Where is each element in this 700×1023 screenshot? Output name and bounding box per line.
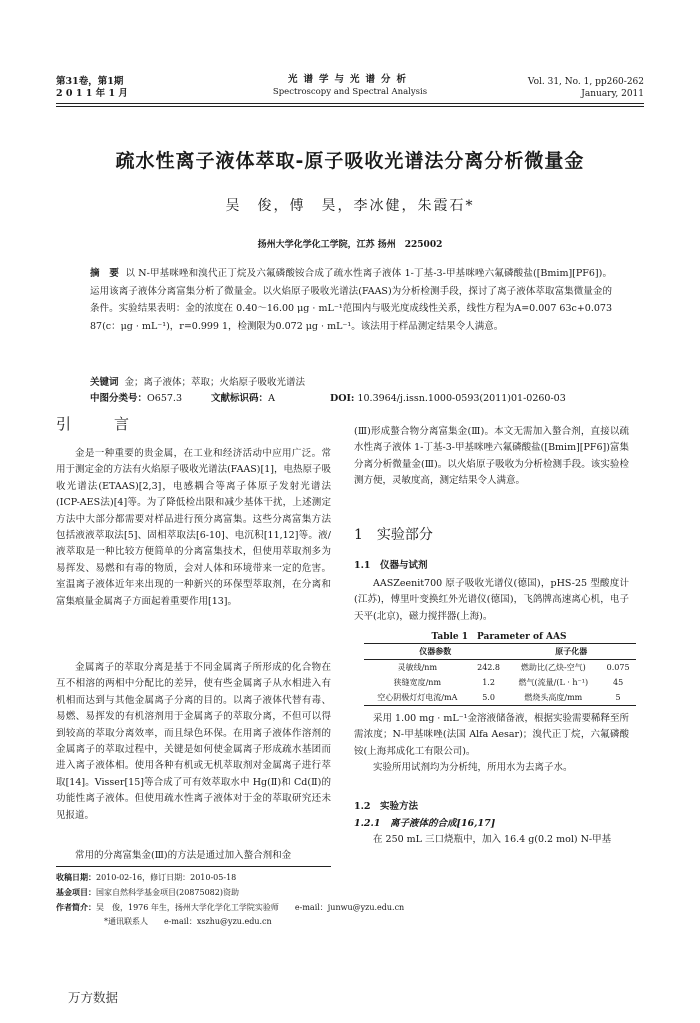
intro-p3: 常用的分离富集金(Ⅲ)的方法是通过加入螯合剂和金 <box>75 850 292 861</box>
table-cell: 灵敏线/nm <box>397 663 438 672</box>
table-cell: 0.075 <box>606 663 630 672</box>
footnote-rule <box>56 866 331 867</box>
table-cell: 242.8 <box>477 663 501 672</box>
table-cell: 5.0 <box>482 693 495 702</box>
affiliation: 扬州大学化学化工学院，江苏 扬州 225002 <box>257 240 443 250</box>
author-bio-label: 作者简介： <box>56 902 96 912</box>
abstract <box>90 265 612 335</box>
intro-para-3 <box>56 848 331 864</box>
volume-cn: 第31卷，第1期 <box>56 76 124 87</box>
clc-label: 中图分类号： <box>90 393 148 404</box>
section-1-2-heading: 1.2 实验方法 <box>354 801 419 812</box>
table-cell: 5 <box>615 693 621 702</box>
fund-text: 国家自然科学基金项目(20875082)资助 <box>96 888 239 897</box>
section-1-1-heading: 1.1 仪器与试剂 <box>354 560 428 571</box>
date-en: January, 2011 <box>581 89 644 99</box>
table-cell: 燃助比(乙炔-空气) <box>520 663 586 672</box>
intro-heading: 引 言 <box>56 415 144 433</box>
footnote-received <box>56 871 596 884</box>
instruments-para <box>354 576 629 625</box>
aas-parameter-table <box>364 643 636 706</box>
journal-name-en: Spectroscopy and Spectral Analysis <box>272 87 428 97</box>
received-label: 收稿日期： <box>56 872 96 882</box>
instruments-text: AASZeenit700 原子吸收光谱仪(德国)，pHS-25 型酸度计(江苏)，傅里叶变换红外光谱仪(德国)，飞鸽牌高速离心机，电子天平(北京)，磁力搅拌器(上海)。 <box>354 578 629 622</box>
section-1-heading: 1 实验部分 <box>354 527 433 543</box>
footnote-fund <box>56 886 596 899</box>
journal-name <box>230 74 470 98</box>
keywords-block <box>90 375 612 407</box>
intro-para-2 <box>56 660 331 824</box>
table-cell: 45 <box>612 678 624 687</box>
section-1-2-1-heading: 1.2.1 离子液体的合成[16,17] <box>354 818 496 829</box>
intro-para-1 <box>56 446 331 610</box>
abstract-label: 摘 要 <box>90 268 120 279</box>
issue-info-cn <box>56 76 128 100</box>
table-cell: 1.2 <box>482 678 495 687</box>
received-dates: 2010-02-16，修订日期：2010-05-18 <box>96 873 237 882</box>
doi-label: DOI: <box>329 393 355 404</box>
table-row <box>364 690 636 706</box>
journal-name-cn: 光谱学与光谱分析 <box>287 74 412 85</box>
clc-value: O657.3 <box>147 393 183 404</box>
reagents-text-2: 实验所用试剂均为分析纯，所用水为去离子水。 <box>373 762 573 774</box>
table-cell: 狭缝宽度/nm <box>393 678 442 687</box>
doc-code-label: 文献标识码： <box>211 393 269 404</box>
footnote-corresponding: *通讯联系人 e-mail：xszhu@yzu.edu.cn <box>104 917 272 926</box>
doi-value: 10.3964/j.issn.1000-0593(2011)01-0260-03 <box>357 393 566 404</box>
table-cell: 空心阴极灯灯电流/mA <box>377 693 458 702</box>
date-cn: 2 0 1 1 年 1 月 <box>56 88 128 99</box>
fund-label: 基金项目： <box>56 887 96 897</box>
intro-p1: 金是一种重要的贵金属，在工业和经济活动中应用广泛。常用于测定金的方法有火焰原子吸收光谱法(FAAS)[1]，电热原子吸收光谱法(ETAAS)[2,3]，电感耦合等离子体原子发射光谱法(ICP-AES法)[4]等。为了降低检出限和减少基体干扰，上述测定方法中大部分都需要对样品进行预分离富集。这些分离富集方法包括液液萃取法[5]、固相萃取法[6-10]、电沉积[11,12]等。液/液萃取是一种比较方便简单的分离富集技术，但使用萃取剂多为易挥发、易燃和有毒的物质，会对人体和环境带来一定的危害。室温离子液体近年来出现的一种新兴的环保型萃取剂，在分离和富集痕量金属离子方面起着重要作用[13]。 <box>56 448 331 607</box>
reagents-text-1: 采用 1.00 mg · mL⁻¹金溶液储备液，根据实验需要稀释至所需浓度；N-甲基咪唑(法国 Alfa Aesar)；溴代正丁烷，六氟磷酸铵(上海邦成化工有限公司)。 <box>354 713 629 757</box>
abstract-text: 以 N-甲基咪唑和溴代正丁烷及六氟磷酸铵合成了疏水性离子液体 1-丁基-3-甲基咪唑六氟磷酸盐([Bmim][PF6])。运用该离子液体分离富集分析了微量金。以火焰原子吸收光谱法(FAAS)为分析检测手段，探讨了离子液体萃取富集微量金的条件。实验结果表明：金的浓度在 0.40～16.00 μg · mL⁻¹范围内与吸光度成线性关系，线性方程为A=0.007 63c+0.073 87(c：μg · mL⁻¹)，r=0.999 1，检测限为0.072 μg · mL⁻¹。该法用于样品测定结果令人满意。 <box>90 268 612 332</box>
intro-p2: 金属离子的萃取分离是基于不同金属离子所形成的化合物在互不相溶的两相中分配比的差异，使有些金属离子从水相进入有机相而达到与其他金属离子分离的目的。以离子液体代替有毒、易燃、易挥发的有机溶剂用于金属离子的萃取分离，不但可以得到较高的萃取分离效率，而且绿色环保。在用离子液体作溶剂的金属离子的萃取过程中，关键是如何使金属离子形成疏水基团而进入离子液体相。使用各种有机或无机萃取剂对金属离子进行萃取[14]。Visser[15]等合成了可有效萃取水中 Hg(Ⅱ)和 Cd(Ⅱ)的功能性离子液体。但使用疏水性离子液体对于金的萃取研究还未见报道。 <box>56 662 331 821</box>
source-watermark: 万方数据 <box>68 990 119 1005</box>
paper-authors: 吴 俊，傅 昊，李冰健，朱霞石* <box>225 198 475 214</box>
table-header-row <box>364 644 636 660</box>
paper-title: 疏水性离子液体萃取-原子吸收光谱法分离分析微量金 <box>115 150 585 172</box>
intro-p3-cont: (Ⅲ)形成螯合物分离富集金(Ⅲ)。本文无需加入螯合剂，直接以疏水性离子液体 1-丁基-3-甲基咪唑六氟磷酸盐([Bmim][PF6])富集分离分析微量金(Ⅲ)。以火焰原子吸收为分析检测手段。该实验检测方便，灵敏度高，测定结果令人满意。 <box>354 426 629 487</box>
reagents-para <box>354 711 629 777</box>
intro-para-3-cont <box>354 424 629 490</box>
volume-en: Vol. 31, No. 1, pp260-262 <box>527 77 644 87</box>
table-caption: Table 1 Parameter of AAS <box>431 632 567 642</box>
header-rule-thin <box>56 106 644 107</box>
table-cell: 燃烧头高度/mm <box>524 693 583 702</box>
table-header-atomizer: 原子化器 <box>555 646 588 656</box>
keywords-label: 关键词 <box>90 377 119 388</box>
table-header-instrument: 仪器参数 <box>419 646 452 656</box>
synthesis-para <box>354 832 629 848</box>
synthesis-text: 在 250 mL 三口烧瓶中，加入 16.4 g(0.2 mol) N-甲基 <box>373 834 612 845</box>
table-row <box>364 675 636 690</box>
table-cell: 燃气(流量/(L · h⁻¹) <box>518 678 589 687</box>
author-bio-text: 吴 俊，1976 年生，扬州大学化学化工学院实验师 e-mail：junwu@yzu.edu.cn <box>96 903 405 912</box>
footnote-author <box>56 901 596 914</box>
table-row <box>364 660 636 676</box>
issue-info-en <box>528 76 644 100</box>
header-rule-thick <box>56 103 644 104</box>
keywords-text: 金；离子液体；萃取；火焰原子吸收光谱法 <box>124 377 306 388</box>
doc-code-value: A <box>268 393 275 404</box>
